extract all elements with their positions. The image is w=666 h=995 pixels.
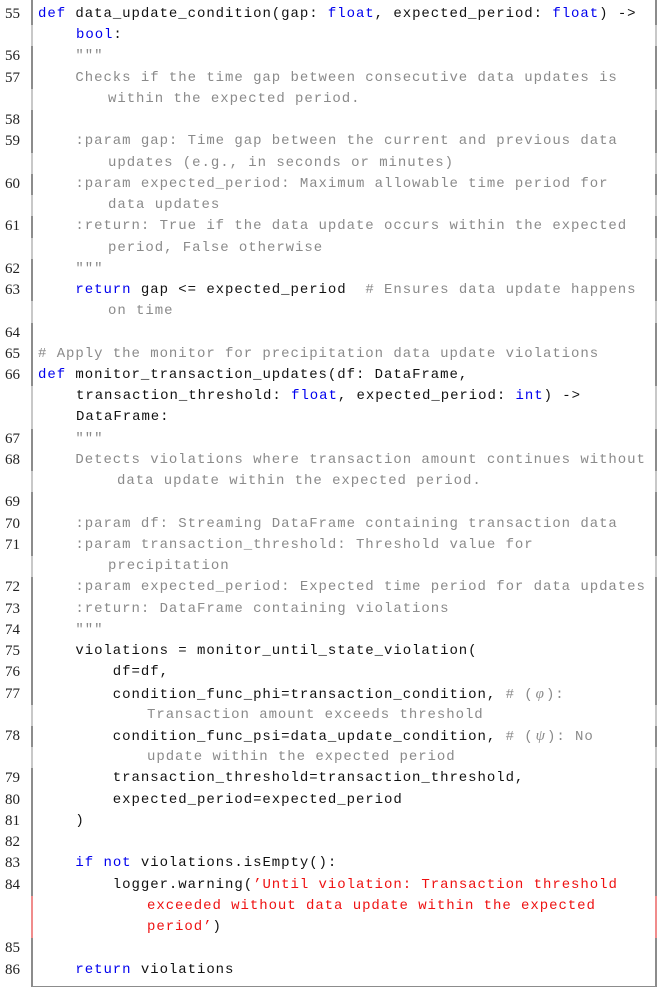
code-text xyxy=(31,853,657,874)
code-line xyxy=(0,790,666,811)
code-line xyxy=(0,641,666,662)
code-line-continuation xyxy=(0,556,666,577)
code-line xyxy=(0,832,666,853)
line-number xyxy=(0,301,31,322)
line-number: 65 xyxy=(5,345,20,362)
code-token: data_update_condition(gap: xyxy=(66,6,328,22)
line-number: 82 xyxy=(5,834,20,851)
code-line xyxy=(0,429,666,450)
code-line-continuation xyxy=(0,301,666,322)
code-token: gap <= expected_period xyxy=(131,282,366,299)
code-line-continuation xyxy=(0,195,666,216)
comment-token: data update within the expected period. xyxy=(117,473,482,490)
code-text xyxy=(31,46,657,67)
code-line xyxy=(0,259,666,280)
code-text xyxy=(31,25,657,46)
code-line xyxy=(0,599,666,620)
code-text xyxy=(31,450,657,471)
code-line-continuation xyxy=(0,386,666,407)
code-text xyxy=(31,89,657,110)
code-token: ) xyxy=(38,812,85,829)
line-number: 58 xyxy=(5,112,20,129)
code-text xyxy=(31,4,657,25)
code-text xyxy=(31,917,657,938)
code-text xyxy=(31,896,657,917)
comment-token: Transaction amount exceeds threshold xyxy=(147,706,484,723)
code-text xyxy=(31,407,657,428)
string-token: ’Until violation: Transaction threshold xyxy=(253,876,618,893)
line-number: 73 xyxy=(5,600,20,617)
line-number: 60 xyxy=(5,175,20,192)
keyword-token: bool xyxy=(76,27,114,44)
comment-token: ): xyxy=(545,686,565,703)
code-line xyxy=(0,46,666,67)
comment-token: data updates xyxy=(108,197,221,214)
line-number xyxy=(0,896,31,917)
keyword-token: if xyxy=(75,855,95,872)
line-number xyxy=(0,195,31,216)
code-line xyxy=(0,811,666,832)
line-number xyxy=(0,153,31,174)
code-lines xyxy=(0,4,666,981)
code-token: expected_period=expected_period xyxy=(38,791,403,808)
code-line xyxy=(0,68,666,89)
code-text xyxy=(31,68,657,89)
line-number: 81 xyxy=(5,812,20,829)
code-line xyxy=(0,853,666,874)
code-line-continuation xyxy=(0,238,666,259)
comment-token: Checks if the time gap between consecutive data updates is xyxy=(38,69,618,86)
code-line-continuation xyxy=(0,407,666,428)
code-text xyxy=(31,938,657,959)
keyword-token: float xyxy=(327,6,375,22)
code-token xyxy=(38,855,75,871)
code-text xyxy=(31,365,657,386)
comment-token: # Apply the monitor for precipitation data update violations xyxy=(38,345,600,362)
code-text xyxy=(31,323,657,344)
line-number: 68 xyxy=(5,451,20,468)
code-text xyxy=(31,280,657,301)
line-number xyxy=(0,556,31,577)
line-number: 59 xyxy=(5,133,20,150)
code-line xyxy=(0,280,666,301)
code-line xyxy=(0,514,666,535)
code-text xyxy=(31,662,657,683)
code-token: violations = monitor_until_state_violation( xyxy=(38,643,478,660)
code-text xyxy=(31,960,657,981)
code-token: violations xyxy=(131,961,235,978)
code-text xyxy=(31,216,657,237)
line-number: 85 xyxy=(5,940,20,957)
code-text xyxy=(31,726,657,747)
line-number: 77 xyxy=(5,685,20,702)
code-line xyxy=(0,4,666,25)
line-number: 75 xyxy=(5,643,20,660)
code-token: condition_func_psi=data_update_condition, xyxy=(38,728,506,745)
code-token xyxy=(38,962,75,978)
code-text xyxy=(31,705,657,726)
comment-token: :param expected_period: Expected time period for data updates xyxy=(38,579,646,596)
comment-token: updates (e.g., in seconds or minutes) xyxy=(108,154,455,171)
line-number: 61 xyxy=(5,218,20,235)
code-line xyxy=(0,174,666,195)
string-token: period’ xyxy=(147,919,213,936)
code-token: , expected_period: xyxy=(374,6,553,22)
line-number xyxy=(0,407,31,428)
keyword-token: float xyxy=(552,6,600,22)
line-number: 56 xyxy=(5,48,20,65)
code-text xyxy=(31,684,657,705)
code-line xyxy=(0,365,666,386)
comment-token: precipitation xyxy=(108,558,230,575)
code-text xyxy=(31,641,657,662)
code-token: ) xyxy=(212,919,222,936)
code-token: transaction_threshold: xyxy=(76,388,292,405)
code-line-continuation xyxy=(0,471,666,492)
comment-token: within the expected period. xyxy=(108,90,361,107)
code-text xyxy=(31,386,657,407)
line-number: 86 xyxy=(5,961,20,978)
comment-token: :param expected_period: Maximum allowable time period for xyxy=(38,175,609,192)
line-number: 62 xyxy=(5,260,20,277)
line-number xyxy=(0,89,31,110)
comment-token: :param gap: Time gap between the current and previous data xyxy=(38,133,618,150)
comment-token: update within the expected period xyxy=(147,749,456,766)
line-number xyxy=(0,471,31,492)
code-line xyxy=(0,492,666,513)
code-token: condition_func_phi=transaction_condition, xyxy=(38,686,506,703)
code-line xyxy=(0,726,666,747)
code-line xyxy=(0,535,666,556)
code-text xyxy=(31,195,657,216)
code-text xyxy=(31,620,657,641)
code-token: logger.warning( xyxy=(38,876,254,893)
code-token: : xyxy=(113,27,123,44)
line-number: 78 xyxy=(5,727,20,744)
code-text xyxy=(31,153,657,174)
line-number: 76 xyxy=(5,664,20,681)
code-text xyxy=(31,492,657,513)
code-line-continuation xyxy=(0,917,666,938)
comment-token: :param df: Streaming DataFrame containing transaction data xyxy=(38,515,618,532)
code-line xyxy=(0,323,666,344)
code-line xyxy=(0,875,666,896)
code-token: , expected_period: xyxy=(337,388,516,405)
code-text xyxy=(31,514,657,535)
line-number: 72 xyxy=(5,579,20,596)
line-number xyxy=(0,705,31,726)
code-text xyxy=(31,875,657,896)
line-number xyxy=(0,386,31,407)
math-symbol-token: φ xyxy=(535,685,544,702)
comment-token: """ xyxy=(38,621,104,638)
code-token: ) -> xyxy=(599,6,637,22)
comment-token: # Ensures data update happens xyxy=(365,282,637,299)
code-token: monitor_transaction_updates(df: DataFrame, xyxy=(66,366,469,383)
code-text xyxy=(31,790,657,811)
comment-token: """ xyxy=(38,260,104,277)
code-line xyxy=(0,216,666,237)
code-text xyxy=(31,259,657,280)
comment-token: ): No xyxy=(546,728,594,745)
code-line xyxy=(0,684,666,705)
line-number: 74 xyxy=(5,621,20,638)
code-line-continuation xyxy=(0,153,666,174)
code-text xyxy=(31,301,657,322)
line-number xyxy=(0,238,31,259)
line-number: 83 xyxy=(5,855,20,872)
line-number xyxy=(0,25,31,46)
code-text xyxy=(31,131,657,152)
math-symbol-token: ψ xyxy=(535,727,545,744)
line-number: 63 xyxy=(5,282,20,299)
code-text xyxy=(31,768,657,789)
comment-token: :param transaction_threshold: Threshold value for xyxy=(38,536,534,553)
code-text xyxy=(31,577,657,598)
code-text xyxy=(31,599,657,620)
code-line xyxy=(0,620,666,641)
code-text xyxy=(31,811,657,832)
code-line-continuation xyxy=(0,25,666,46)
keyword-token: return xyxy=(75,961,132,978)
code-text xyxy=(31,110,657,131)
keyword-token: int xyxy=(515,388,544,405)
code-token: ) -> xyxy=(543,388,582,405)
code-token xyxy=(38,282,75,298)
listing-frame-bottom xyxy=(31,981,657,987)
code-line xyxy=(0,110,666,131)
line-number: 57 xyxy=(5,69,20,86)
code-text xyxy=(31,556,657,577)
comment-token: """ xyxy=(38,48,104,65)
code-line-continuation xyxy=(0,89,666,110)
string-token: exceeded without data update within the expected xyxy=(147,897,596,914)
line-number: 70 xyxy=(5,515,20,532)
code-text xyxy=(31,429,657,450)
comment-token: on time xyxy=(108,303,174,320)
code-text xyxy=(31,471,657,492)
comment-token: Detects violations where transaction amount continues without xyxy=(38,451,646,468)
code-token: DataFrame: xyxy=(76,409,170,426)
code-line-continuation xyxy=(0,705,666,726)
comment-token: :return: DataFrame containing violations xyxy=(38,600,450,617)
line-number: 71 xyxy=(5,536,20,553)
code-line xyxy=(0,344,666,365)
code-line xyxy=(0,938,666,959)
line-number xyxy=(0,917,31,938)
comment-token: # ( xyxy=(505,728,534,745)
line-number: 69 xyxy=(5,494,20,511)
code-text xyxy=(31,344,657,365)
keyword-token: def xyxy=(38,6,67,22)
code-text xyxy=(31,747,657,768)
line-number: 84 xyxy=(5,876,20,893)
line-number: 55 xyxy=(5,6,20,22)
code-text xyxy=(31,174,657,195)
comment-token: period, False otherwise xyxy=(108,239,324,256)
comment-token: :return: True if the data update occurs within the expected xyxy=(38,218,628,235)
code-line-continuation xyxy=(0,896,666,917)
code-line xyxy=(0,960,666,981)
keyword-token: not xyxy=(103,855,132,872)
code-line-continuation xyxy=(0,747,666,768)
keyword-token: float xyxy=(291,388,338,405)
code-text xyxy=(31,832,657,853)
code-line xyxy=(0,577,666,598)
keyword-token: return xyxy=(75,282,132,299)
comment-token: # ( xyxy=(505,686,534,703)
line-number xyxy=(0,747,31,768)
code-token: transaction_threshold=transaction_threshold, xyxy=(38,770,525,787)
code-text xyxy=(31,238,657,259)
code-token: violations.isEmpty(): xyxy=(131,855,338,872)
code-line xyxy=(0,662,666,683)
code-token: df=df, xyxy=(38,664,169,681)
line-number: 67 xyxy=(5,430,20,447)
code-line xyxy=(0,450,666,471)
code-line xyxy=(0,131,666,152)
code-text xyxy=(31,535,657,556)
line-number: 66 xyxy=(5,366,20,383)
comment-token: """ xyxy=(38,430,104,447)
keyword-token: def xyxy=(38,366,67,383)
code-line xyxy=(0,768,666,789)
line-number: 79 xyxy=(5,770,20,787)
line-number: 80 xyxy=(5,791,20,808)
line-number: 64 xyxy=(5,324,20,341)
